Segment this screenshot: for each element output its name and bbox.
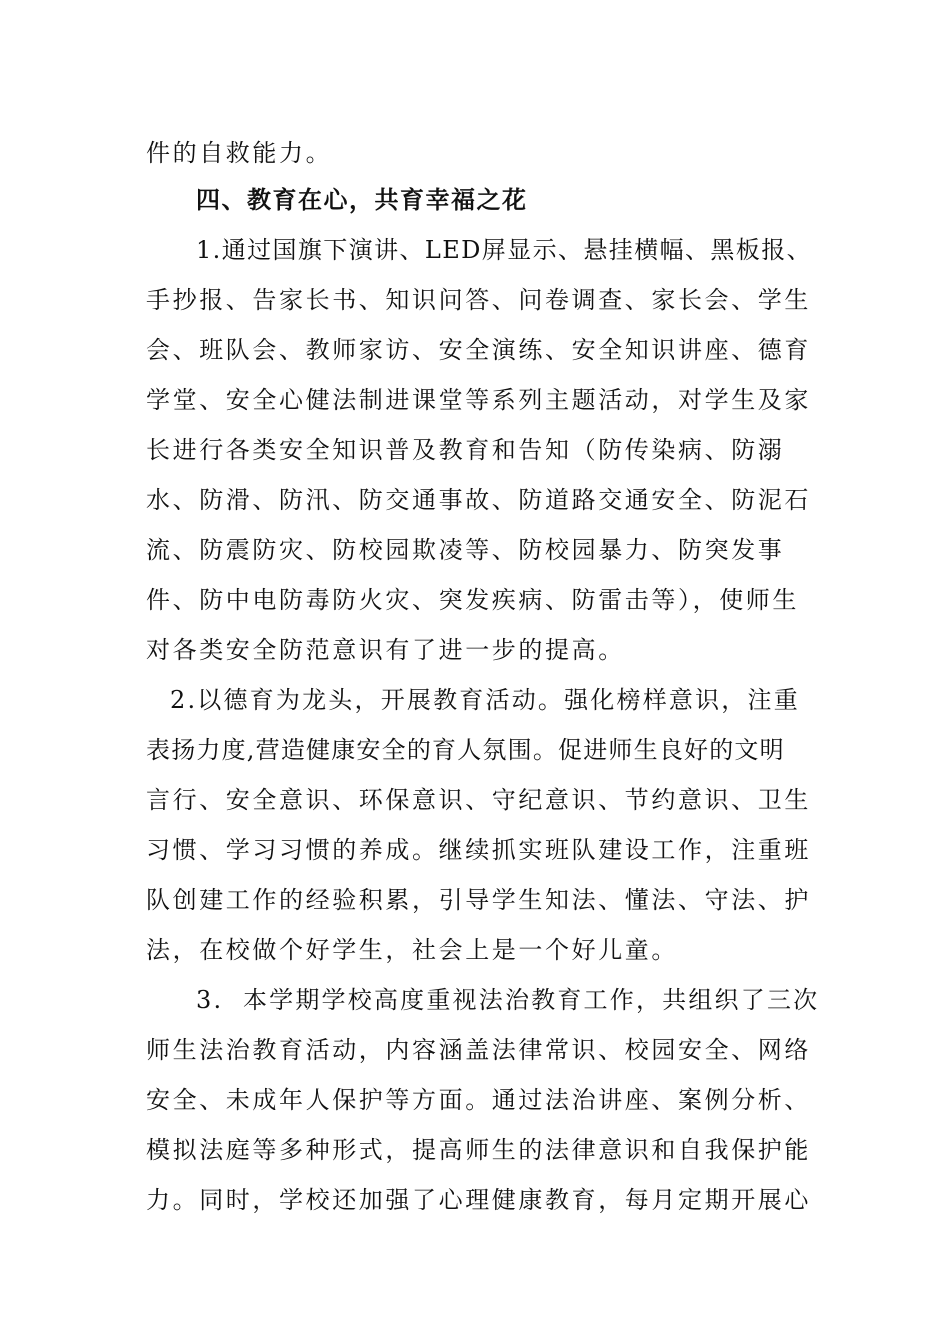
text-line: 习惯、学习习惯的养成。继续抓实班队建设工作，注重班 xyxy=(146,836,811,864)
text-line: 会、班队会、教师家访、安全演练、安全知识讲座、德育 xyxy=(146,336,811,364)
text-line: 水、防滑、防汛、防交通事故、防道路交通安全、防泥石 xyxy=(146,486,811,514)
section-heading: 四、教育在心，共育幸福之花 xyxy=(196,186,528,214)
text-line: 件、防中电防毒防火灾、突发疾病、防雷击等），使师生 xyxy=(146,586,799,614)
text-line: 手抄报、告家长书、知识问答、问卷调查、家长会、学生 xyxy=(146,286,811,314)
text-line: 法，在校做个好学生，社会上是一个好儿童。 xyxy=(146,936,678,964)
text-line: 力。同时，学校还加强了心理健康教育，每月定期开展心 xyxy=(146,1186,811,1214)
text-line: 言行、安全意识、环保意识、守纪意识、节约意识、卫生 xyxy=(146,786,811,814)
text-line: 流、防震防灾、防校园欺凌等、防校园暴力、防突发事 xyxy=(146,536,785,564)
text-line: 安全、未成年人保护等方面。通过法治讲座、案例分析、 xyxy=(146,1086,811,1114)
text-line: 学堂、安全心健法制进课堂等系列主题活动，对学生及家 xyxy=(146,386,811,414)
text-line: 2.以德育为龙头，开展教育活动。强化榜样意识，注重 xyxy=(170,686,800,714)
text-line: 3. 本学期学校高度重视法治教育工作，共组织了三次 xyxy=(196,986,820,1014)
text-line: 队创建工作的经验积累，引导学生知法、懂法、守法、护 xyxy=(146,886,811,914)
text-line: 师生法治教育活动，内容涵盖法律常识、校园安全、网络 xyxy=(146,1036,811,1064)
text-line: 模拟法庭等多种形式，提高师生的法律意识和自我保护能 xyxy=(146,1136,811,1164)
text-line: 件的自救能力。 xyxy=(146,139,333,167)
text-line: 1.通过国旗下演讲、LED屏显示、悬挂横幅、黑板报、 xyxy=(196,236,812,264)
text-line: 表扬力度,营造健康安全的育人氛围。促进师生良好的文明 xyxy=(146,736,785,764)
text-line: 对各类安全防范意识有了进一步的提高。 xyxy=(146,636,625,664)
text-line: 长进行各类安全知识普及教育和告知（防传染病、防溺 xyxy=(146,436,785,464)
